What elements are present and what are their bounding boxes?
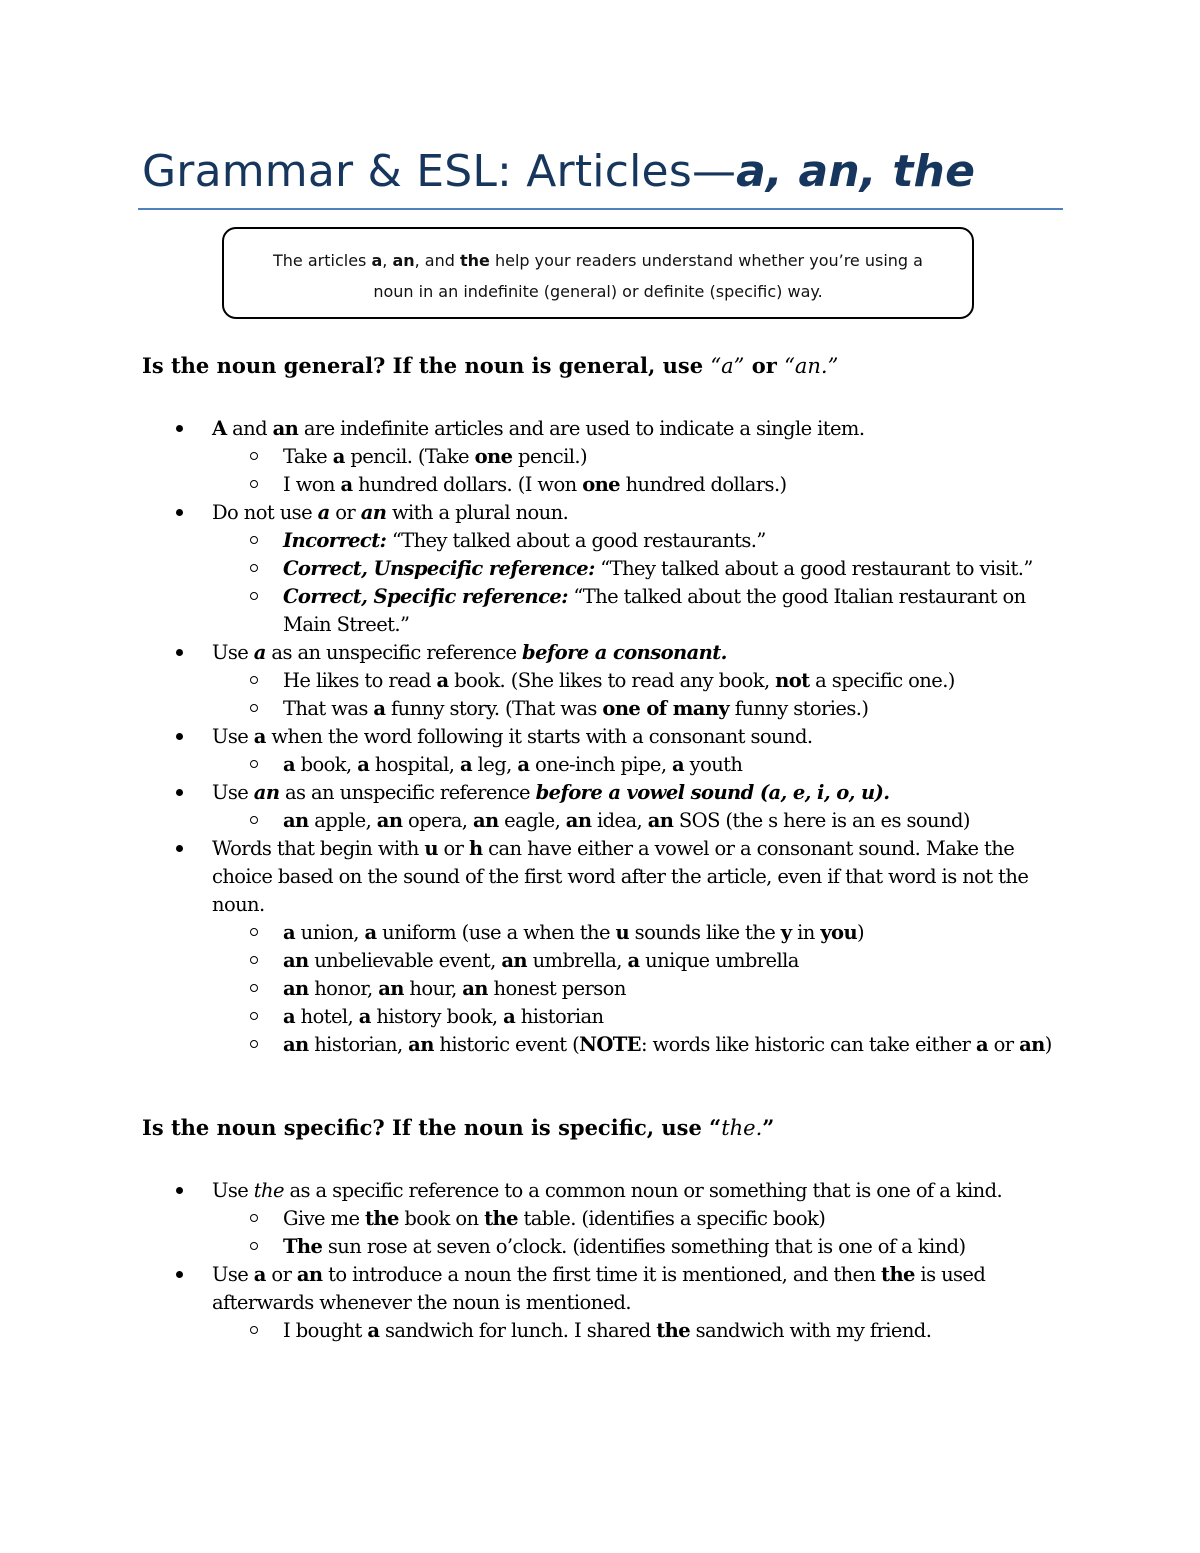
bold-term: a bbox=[358, 1005, 371, 1028]
text: uniform (use a when the bbox=[376, 921, 616, 944]
text: book, bbox=[295, 753, 358, 776]
callout-article-an: an bbox=[392, 251, 415, 270]
callout-text: , bbox=[382, 251, 393, 270]
text: “The talked about the good Italian restaurant on Main Street.” bbox=[283, 585, 1026, 636]
page-title bbox=[142, 140, 975, 204]
bold-term: a bbox=[357, 753, 370, 776]
sub-list-item bbox=[283, 1233, 1072, 1261]
text: ) bbox=[857, 921, 865, 944]
bold-term: a bbox=[460, 753, 473, 776]
list-item bbox=[212, 499, 1072, 639]
bold-term: y bbox=[780, 921, 792, 944]
sub-list bbox=[212, 527, 1072, 639]
list-item bbox=[212, 835, 1072, 1059]
bold-term: the bbox=[484, 1207, 518, 1230]
text: historian bbox=[515, 1005, 604, 1028]
italic-term: an bbox=[253, 781, 280, 804]
callout-text: The articles bbox=[273, 251, 372, 270]
sub-list bbox=[212, 919, 1072, 1059]
text: That was bbox=[283, 697, 374, 720]
sub-list bbox=[212, 751, 1072, 779]
bold-term: an bbox=[462, 977, 488, 1000]
text: Use bbox=[212, 781, 254, 804]
sub-list bbox=[212, 443, 1072, 499]
bold-term: a bbox=[364, 921, 377, 944]
text: Use bbox=[212, 641, 254, 664]
list-item bbox=[212, 1261, 1072, 1345]
text: are indefinite articles and are used to indicate a single item. bbox=[298, 417, 865, 440]
bold-term: a bbox=[517, 753, 530, 776]
text: leg, bbox=[472, 753, 518, 776]
bold-term: an bbox=[378, 977, 404, 1000]
text: umbrella, bbox=[527, 949, 628, 972]
bold-term: an bbox=[296, 1263, 323, 1286]
specific-articles-list bbox=[212, 1177, 1072, 1345]
text: Give me bbox=[283, 1207, 365, 1230]
text: sun rose at seven o’clock. (identifies something that is one of a kind) bbox=[322, 1235, 966, 1258]
text: pencil.) bbox=[512, 445, 587, 468]
heading-text: ” bbox=[762, 1115, 775, 1140]
sub-list-item bbox=[283, 1205, 1072, 1233]
bold-term: an bbox=[501, 949, 527, 972]
italic-term: before a consonant. bbox=[522, 641, 727, 664]
text: a specific one.) bbox=[809, 669, 955, 692]
sub-list bbox=[212, 807, 1072, 835]
text: book on bbox=[398, 1207, 485, 1230]
text: funny stories.) bbox=[729, 697, 869, 720]
bold-term: a bbox=[367, 1319, 380, 1342]
sub-list-item bbox=[283, 695, 1072, 723]
text: opera, bbox=[402, 809, 473, 832]
text: “They talked about a good restaurant to visit.” bbox=[594, 557, 1033, 580]
text: hundred dollars. (I won bbox=[352, 473, 583, 496]
text: sandwich for lunch. I shared bbox=[379, 1319, 657, 1342]
text: one-inch pipe, bbox=[529, 753, 673, 776]
text: when the word following it starts with a consonant sound. bbox=[265, 725, 813, 748]
text: sounds like the bbox=[629, 921, 781, 944]
bold-term: the bbox=[365, 1207, 399, 1230]
text: Words that begin with bbox=[212, 837, 425, 860]
text: : words like historic can take either bbox=[640, 1033, 976, 1056]
bold-term: h bbox=[469, 837, 483, 860]
bold-term: a bbox=[253, 725, 266, 748]
callout-article-the: the bbox=[459, 251, 490, 270]
text: as an unspecific reference bbox=[265, 641, 523, 664]
bold-term: an bbox=[472, 809, 499, 832]
text: hour, bbox=[403, 977, 463, 1000]
heading-quote-an: “an.” bbox=[784, 354, 839, 378]
bold-term: one bbox=[474, 445, 513, 468]
text: sandwich with my friend. bbox=[690, 1319, 932, 1342]
label: Correct, Specific reference: bbox=[283, 585, 568, 608]
text: I bought bbox=[283, 1319, 368, 1342]
text: ) bbox=[1044, 1033, 1052, 1056]
intro-callout-box bbox=[222, 227, 974, 319]
text: as a specific reference to a common noun or something that is one of a kind. bbox=[283, 1179, 1003, 1202]
list-item bbox=[212, 1177, 1072, 1261]
bold-term: NOTE bbox=[579, 1033, 641, 1056]
heading-text: Is the noun general? If the noun is general, use bbox=[142, 353, 711, 378]
list-item bbox=[212, 415, 1072, 499]
text: Use bbox=[212, 1263, 254, 1286]
bold-term: u bbox=[424, 837, 438, 860]
label: Correct, Unspecific reference: bbox=[283, 557, 595, 580]
bold-term: an bbox=[283, 809, 309, 832]
bold-term: a bbox=[253, 1263, 266, 1286]
sub-list-item bbox=[283, 919, 1072, 947]
bold-term: a bbox=[627, 949, 640, 972]
title-text: Grammar & ESL: Articles— bbox=[142, 146, 737, 197]
text: eagle, bbox=[498, 809, 566, 832]
bold-term: the bbox=[881, 1263, 915, 1286]
bold-term: a bbox=[503, 1005, 516, 1028]
text: history book, bbox=[370, 1005, 504, 1028]
callout-article-a: a bbox=[371, 251, 383, 270]
heading-quote-a: “a” bbox=[710, 354, 745, 378]
bold-term: not bbox=[775, 669, 810, 692]
text: Use bbox=[212, 1179, 254, 1202]
text: historian, bbox=[308, 1033, 409, 1056]
text: “They talked about a good restaurants.” bbox=[386, 529, 766, 552]
bold-term: a bbox=[332, 445, 345, 468]
title-articles: a, an, the bbox=[736, 146, 976, 197]
sub-list bbox=[212, 1317, 1072, 1345]
text: hotel, bbox=[295, 1005, 359, 1028]
text: book. (She likes to read any book, bbox=[448, 669, 776, 692]
bold-term: a bbox=[340, 473, 353, 496]
text: honor, bbox=[308, 977, 379, 1000]
sub-list-item bbox=[283, 947, 1072, 975]
bold-term: u bbox=[615, 921, 630, 944]
text: historic event ( bbox=[433, 1033, 580, 1056]
heading-text: Is the noun specific? If the noun is specific, use “ bbox=[142, 1115, 722, 1140]
sub-list-item bbox=[283, 975, 1072, 1003]
text: I won bbox=[283, 473, 341, 496]
heading-quote-the: the. bbox=[721, 1116, 763, 1140]
bold-term: you bbox=[820, 921, 858, 944]
bold-term: a bbox=[373, 697, 386, 720]
sub-list-item bbox=[283, 555, 1072, 583]
italic-term: a bbox=[253, 641, 266, 664]
text: SOS (the s here is an es sound) bbox=[673, 809, 970, 832]
sub-list-item bbox=[283, 667, 1072, 695]
bold-term: an bbox=[408, 1033, 434, 1056]
list-item bbox=[212, 723, 1072, 779]
bold-term: The bbox=[283, 1235, 323, 1258]
italic-term: before a vowel sound (a, e, i, o, u). bbox=[535, 781, 890, 804]
callout-text: , and bbox=[414, 251, 460, 270]
text: unbelievable event, bbox=[308, 949, 502, 972]
bold-term: an bbox=[376, 809, 403, 832]
callout-line-2: noun in an indefinite (general) or definite (specific) way. bbox=[373, 282, 823, 301]
sub-list-item bbox=[283, 471, 1072, 499]
text: youth bbox=[684, 753, 743, 776]
sub-list-item bbox=[283, 1031, 1072, 1059]
callout-text: help your readers understand whether you’re using a bbox=[489, 251, 923, 270]
sub-list-item bbox=[283, 1003, 1072, 1031]
text: as an unspecific reference bbox=[279, 781, 536, 804]
text: unique umbrella bbox=[639, 949, 799, 972]
bold-term: a bbox=[975, 1033, 989, 1056]
text: pencil. (Take bbox=[344, 445, 475, 468]
bold-term: a bbox=[283, 1005, 296, 1028]
callout-line-1 bbox=[242, 245, 954, 276]
bold-term: A bbox=[212, 417, 227, 440]
text: Use bbox=[212, 725, 254, 748]
text: is used afterwards whenever the noun is mentioned. bbox=[212, 1263, 986, 1314]
bold-term: an bbox=[647, 809, 674, 832]
sub-list bbox=[212, 667, 1072, 723]
sub-list-item bbox=[283, 1317, 1072, 1345]
section-specific-heading bbox=[142, 1113, 774, 1143]
italic-term: the bbox=[253, 1179, 284, 1202]
section-general-heading bbox=[142, 351, 838, 381]
label: Incorrect: bbox=[283, 529, 387, 552]
text: in bbox=[791, 921, 821, 944]
text: to introduce a noun the first time it is mentioned, and then bbox=[322, 1263, 882, 1286]
text: union, bbox=[295, 921, 365, 944]
bold-term: an bbox=[1019, 1033, 1045, 1056]
sub-list-item bbox=[283, 527, 1072, 555]
bold-term: an bbox=[272, 417, 299, 440]
bold-term: the bbox=[656, 1319, 691, 1342]
bold-term: an bbox=[283, 949, 309, 972]
bold-term: a bbox=[283, 921, 296, 944]
text: hospital, bbox=[369, 753, 461, 776]
list-item bbox=[212, 639, 1072, 723]
text: apple, bbox=[308, 809, 377, 832]
list-item bbox=[212, 779, 1072, 835]
text: hundred dollars.) bbox=[620, 473, 787, 496]
bold-term: a bbox=[436, 669, 449, 692]
general-articles-list bbox=[212, 415, 1072, 1059]
text: or bbox=[437, 837, 469, 860]
text: with a plural noun. bbox=[386, 501, 569, 524]
text: or bbox=[329, 501, 361, 524]
heading-text: or bbox=[744, 353, 785, 378]
text: He likes to read bbox=[283, 669, 437, 692]
text: honest person bbox=[487, 977, 626, 1000]
sub-list-item bbox=[283, 751, 1072, 779]
bold-term: an bbox=[565, 809, 592, 832]
bold-term: one of many bbox=[602, 697, 730, 720]
text: Do not use bbox=[212, 501, 318, 524]
bold-term: an bbox=[283, 1033, 309, 1056]
text: or bbox=[988, 1033, 1020, 1056]
text: can have either a vowel or a consonant sound. Make the choice based on the sound of the first word after the article, even if that word is not the noun. bbox=[212, 837, 1029, 916]
title-divider bbox=[138, 208, 1063, 210]
sub-list-item bbox=[283, 807, 1072, 835]
text: or bbox=[265, 1263, 297, 1286]
sub-list-item bbox=[283, 443, 1072, 471]
bold-term: an bbox=[283, 977, 309, 1000]
italic-term: a bbox=[317, 501, 330, 524]
text: and bbox=[226, 417, 273, 440]
text: funny story. (That was bbox=[385, 697, 603, 720]
bold-term: a bbox=[672, 753, 685, 776]
text: Take bbox=[283, 445, 333, 468]
text: idea, bbox=[591, 809, 648, 832]
italic-term: an bbox=[360, 501, 387, 524]
bold-term: one bbox=[582, 473, 620, 496]
sub-list-item bbox=[283, 583, 1072, 639]
bold-term: a bbox=[283, 753, 296, 776]
sub-list bbox=[212, 1205, 1072, 1261]
text: table. (identifies a specific book) bbox=[517, 1207, 826, 1230]
